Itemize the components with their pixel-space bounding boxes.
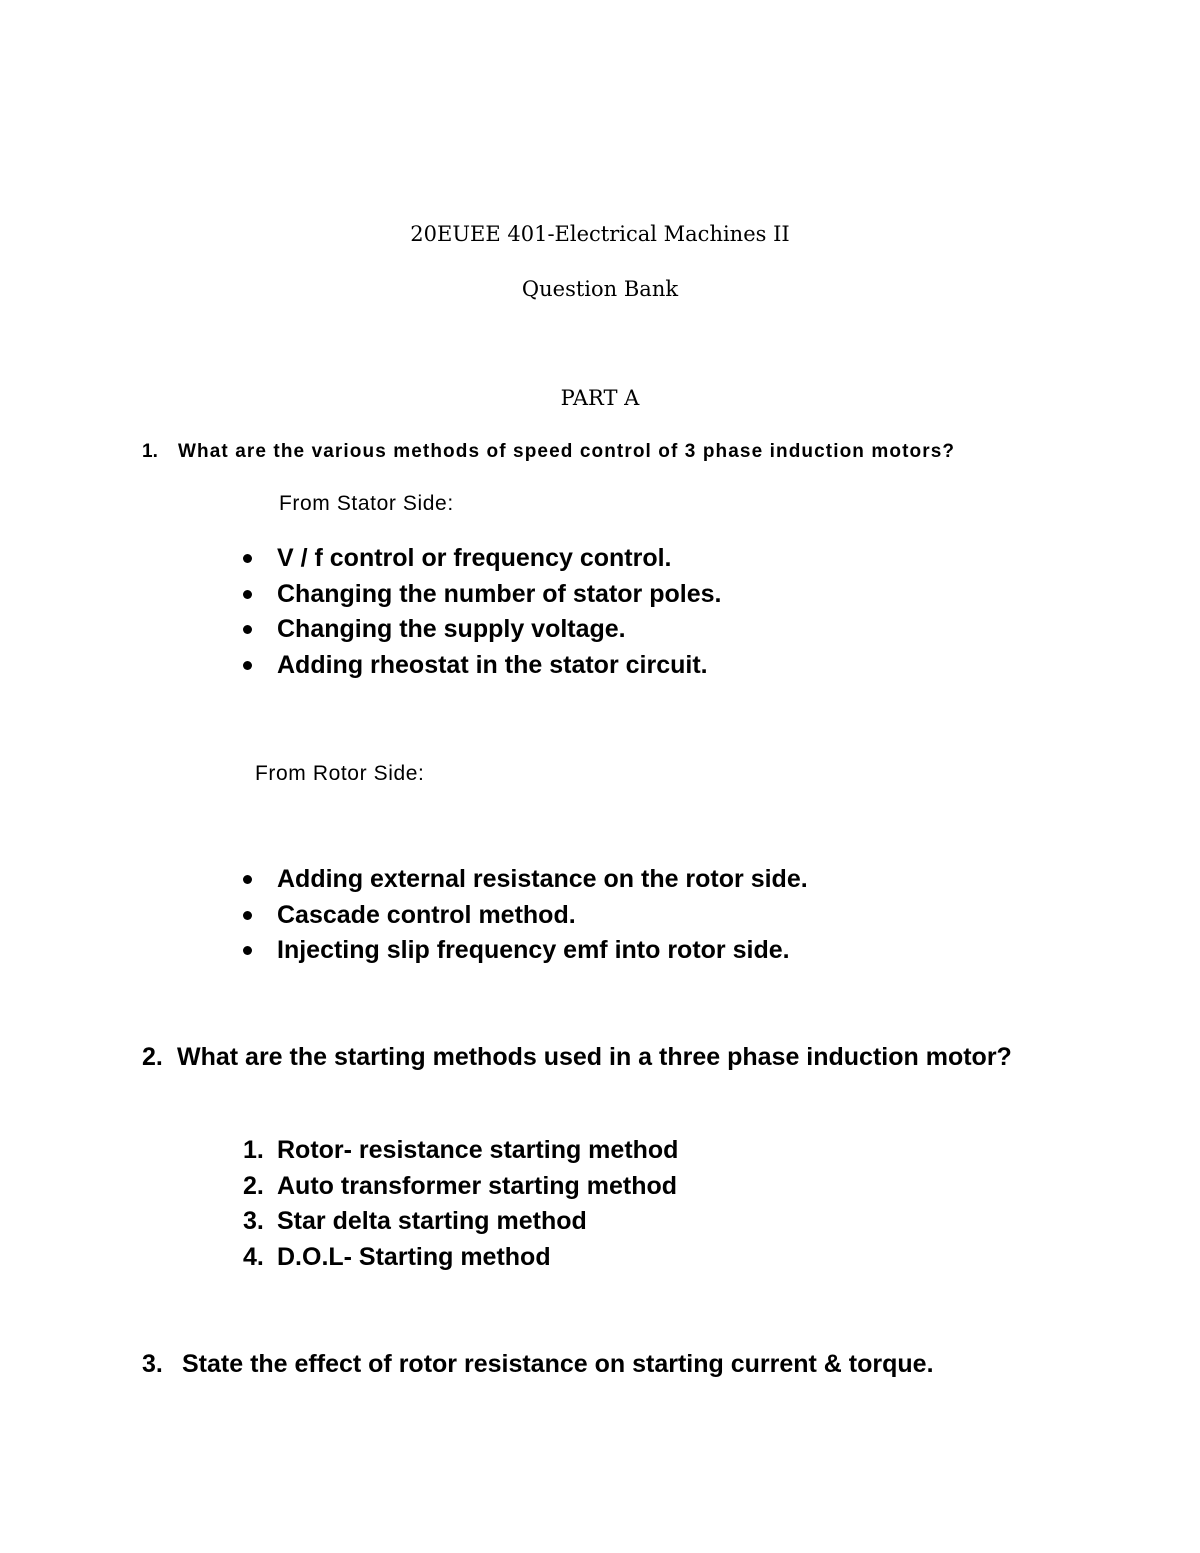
list-item: [243, 862, 808, 898]
list-item-number: 2.: [243, 1171, 264, 1200]
list-item-label: Cascade control method.: [277, 900, 576, 929]
list-item-label: Injecting slip frequency emf into rotor side.: [277, 936, 790, 964]
question-2: [142, 1040, 1022, 1076]
question-1: [142, 441, 955, 463]
list-item: [243, 898, 808, 934]
list-item: [243, 1133, 678, 1169]
starting-methods-list: [243, 1133, 678, 1275]
question-2-number: 2.: [142, 1043, 163, 1071]
rotor-side-heading: From Rotor Side:: [255, 762, 425, 785]
question-1-number: 1.: [142, 441, 158, 462]
list-item-label: D.O.L- Starting method: [277, 1242, 551, 1271]
list-item: [243, 933, 808, 969]
rotor-methods-list: [243, 862, 808, 969]
stator-methods-list: [243, 541, 721, 683]
list-item-label: Adding external resistance on the rotor side.: [277, 865, 808, 893]
question-3-text: State the effect of rotor resistance on starting current & torque.: [182, 1350, 934, 1378]
question-bank-title: Question Bank: [521, 277, 679, 301]
list-item-label: Rotor- resistance starting method: [277, 1136, 679, 1164]
list-item: [243, 612, 721, 648]
bullet-icon: [243, 661, 252, 670]
question-2-text: What are the starting methods used in a three phase induction motor?: [177, 1043, 1012, 1071]
question-1-text: What are the various methods of speed control of 3 phase induction motors?: [178, 441, 956, 462]
bullet-icon: [243, 946, 252, 955]
list-item: [243, 648, 721, 684]
list-item-label: Adding rheostat in the stator circuit.: [277, 650, 708, 679]
list-item-label: Star delta starting method: [277, 1207, 587, 1235]
list-item-label: Auto transformer starting method: [277, 1171, 678, 1200]
list-item-label: V / f control or frequency control.: [277, 544, 672, 572]
bullet-icon: [243, 554, 252, 563]
list-item: [243, 577, 721, 613]
bullet-icon: [243, 625, 252, 634]
list-item-number: 1.: [243, 1136, 264, 1164]
list-item: [243, 1240, 678, 1276]
question-3: [142, 1347, 934, 1383]
part-title: PART A: [560, 386, 640, 410]
bullet-icon: [243, 590, 252, 599]
bullet-icon: [243, 911, 252, 920]
course-title: 20EUEE 401-Electrical Machines II: [410, 222, 790, 246]
stator-side-heading: From Stator Side:: [279, 492, 454, 515]
list-item: [243, 1204, 678, 1240]
list-item-label: Changing the number of stator poles.: [277, 579, 722, 608]
list-item: [243, 541, 721, 577]
bullet-icon: [243, 875, 252, 884]
list-item: [243, 1169, 678, 1205]
question-3-number: 3.: [142, 1350, 163, 1378]
list-item-number: 3.: [243, 1207, 264, 1235]
list-item-number: 4.: [243, 1242, 264, 1271]
list-item-label: Changing the supply voltage.: [277, 615, 626, 643]
